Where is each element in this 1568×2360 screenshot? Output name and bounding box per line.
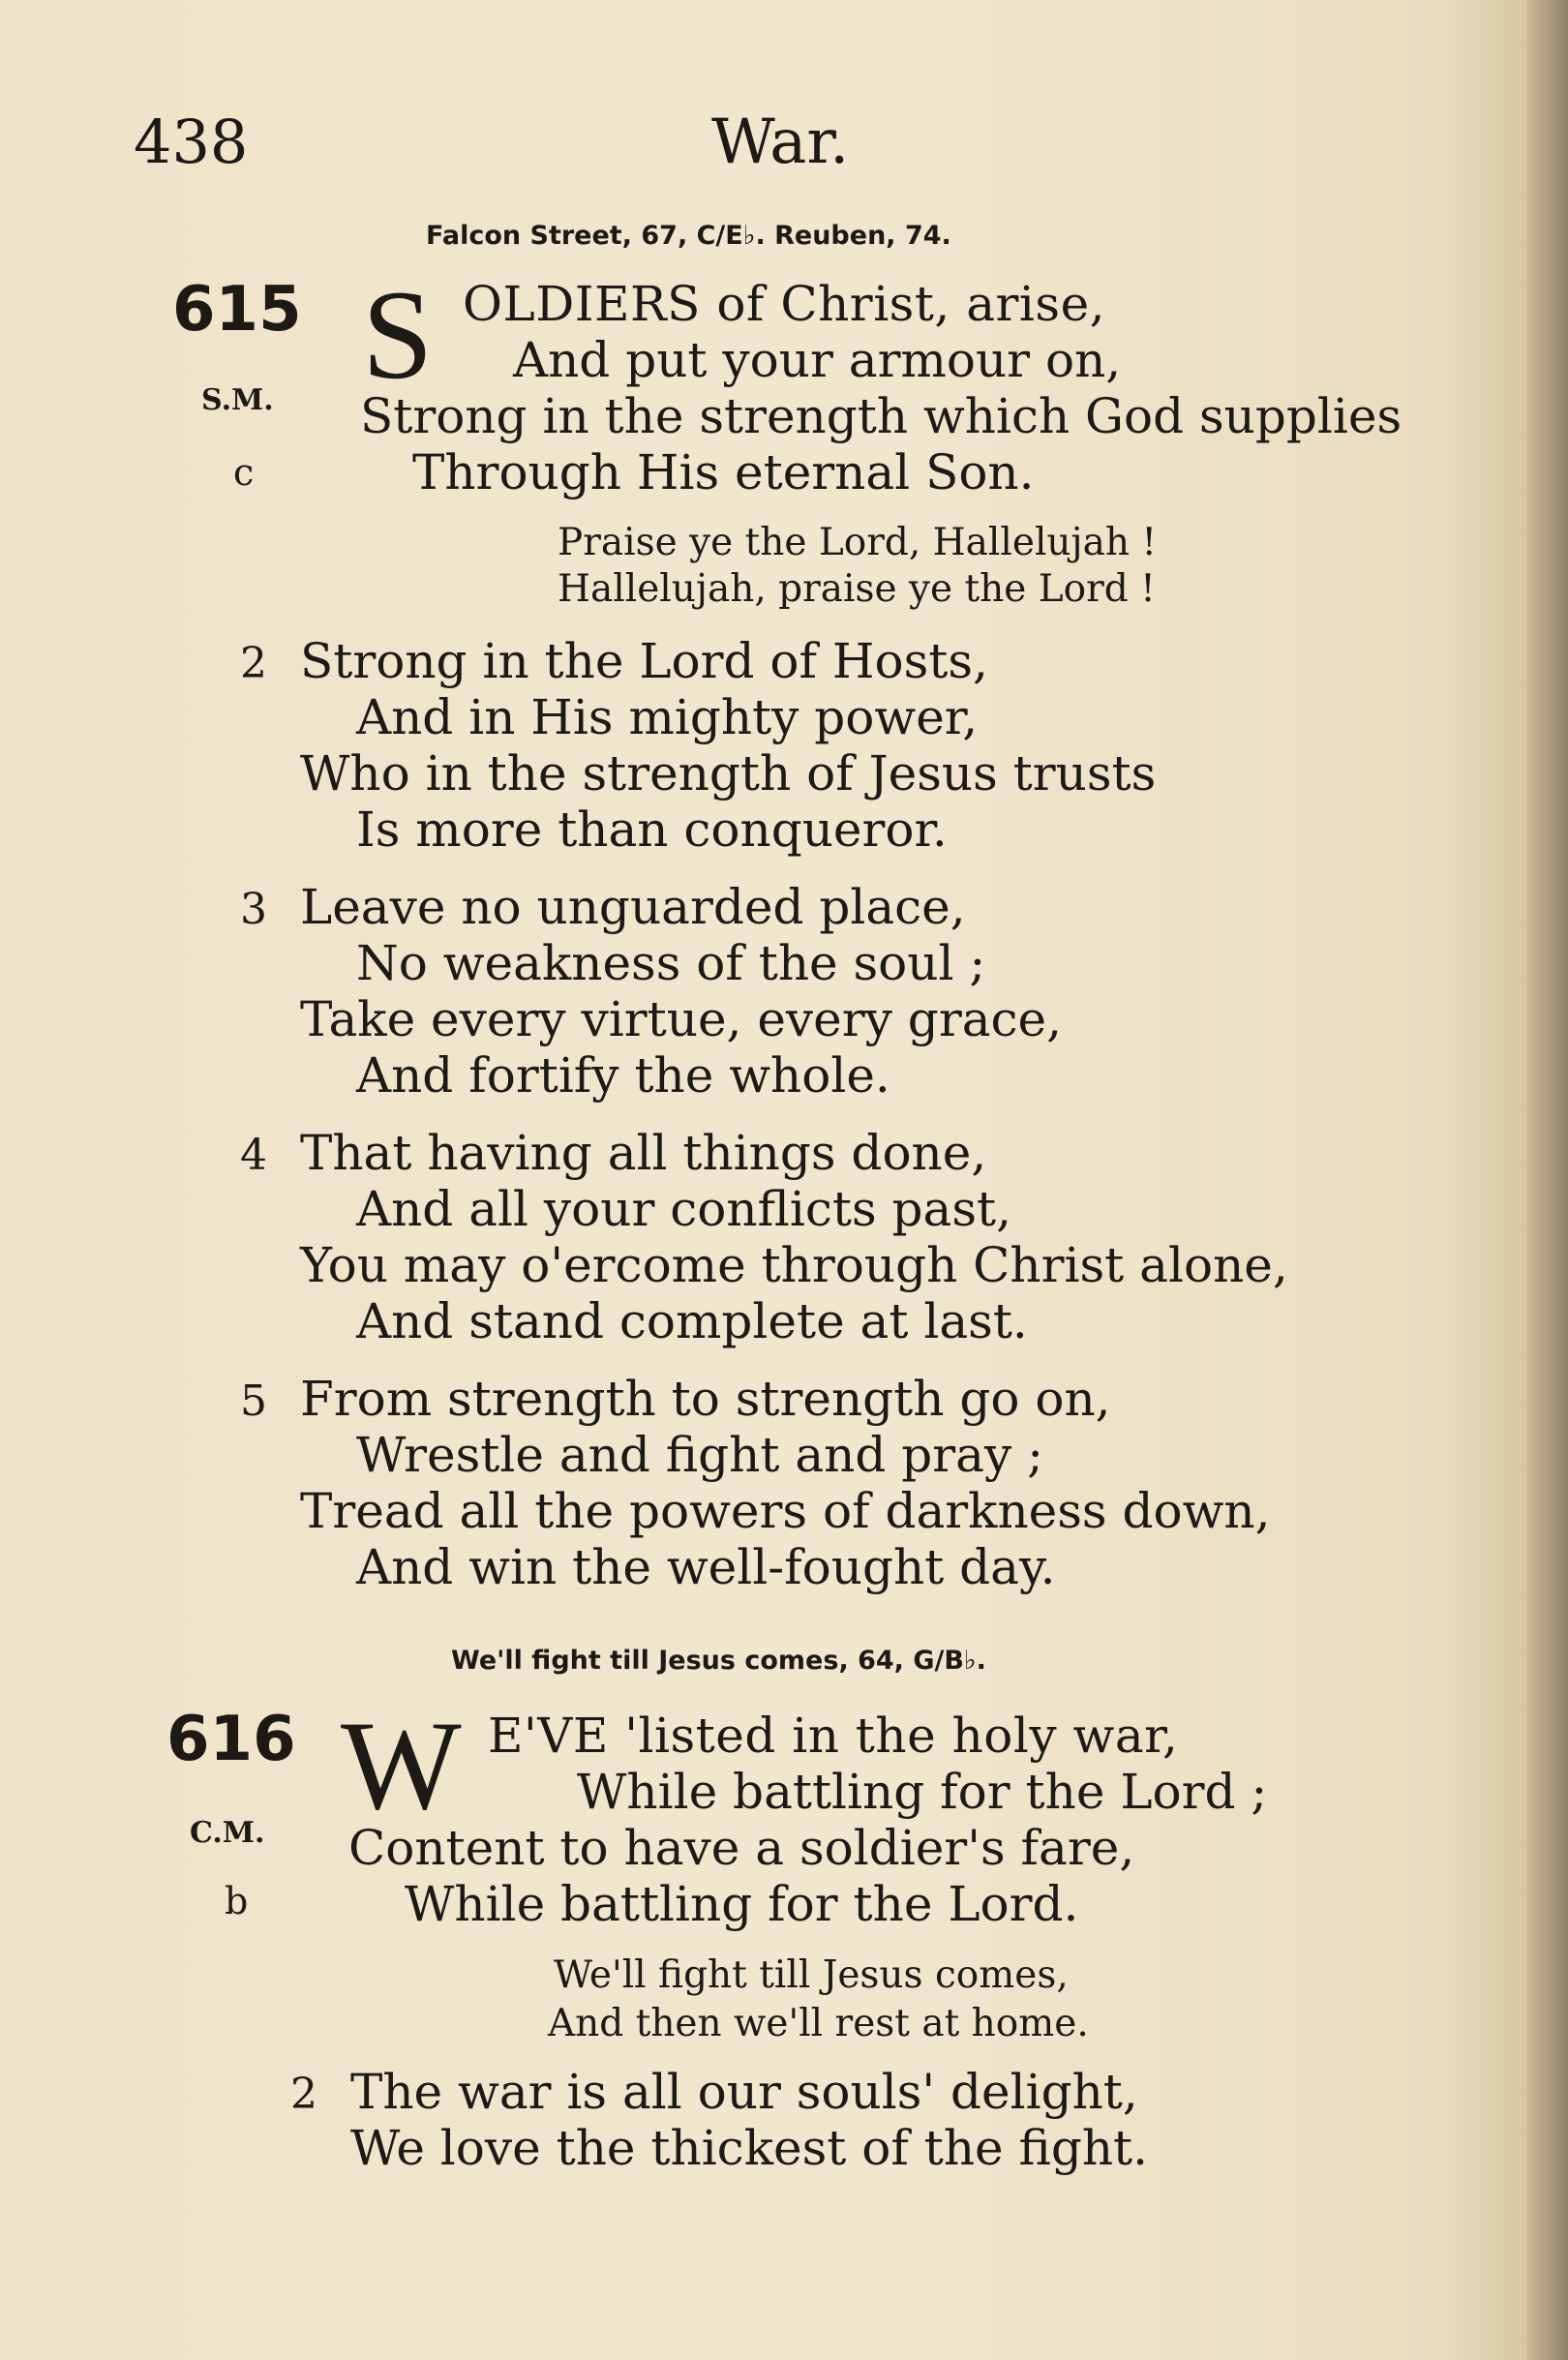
first-line-615: OLDIERS of Christ, arise,	[463, 276, 1106, 332]
verse-line: You may o'ercome through Christ alone,	[300, 1237, 1288, 1293]
verse-line: And put your armour on,	[513, 332, 1122, 388]
verse-line: No weakness of the soul ;	[356, 935, 986, 991]
key-615: c	[233, 451, 255, 494]
verse-line: We love the thickest of the fight.	[350, 2120, 1149, 2176]
verse-line: And in His mighty power,	[356, 689, 979, 745]
section-title: War.	[711, 106, 850, 178]
verse-line: Content to have a soldier's fare,	[348, 1820, 1135, 1876]
chorus-line: We'll fight till Jesus comes,	[554, 1953, 1069, 1997]
verse-number: 3	[240, 885, 267, 934]
verse-line: And fortify the whole.	[356, 1047, 890, 1104]
verse-line: While battling for the Lord.	[405, 1876, 1079, 1932]
chorus-line: Praise ye the Lord, Hallelujah !	[558, 521, 1158, 564]
key-616: b	[225, 1880, 249, 1922]
drop-cap-615: S	[362, 263, 434, 406]
book-spine-shadow	[1527, 0, 1568, 2360]
tune-names-615: Falcon Street, 67, C/E♭. Reuben, 74.	[426, 221, 951, 251]
verse-line: That having all things done,	[300, 1125, 987, 1181]
verse-line: Through His eternal Son.	[412, 444, 1035, 500]
verse-number: 2	[290, 2070, 317, 2119]
chorus-line: Hallelujah, praise ye the Lord !	[558, 567, 1156, 611]
verse-line: While battling for the Lord ;	[577, 1764, 1268, 1820]
hymn-number-616: 616	[166, 1704, 296, 1775]
verse-line: Who in the strength of Jesus trusts	[300, 745, 1157, 802]
verse-line: Leave no unguarded place,	[300, 879, 966, 935]
verse-line: Strong in the strength which God supplies	[360, 388, 1402, 444]
verse-line: Take every virtue, every grace,	[300, 991, 1063, 1047]
verse-line: Tread all the powers of darkness down,	[300, 1483, 1271, 1539]
meter-615: S.M.	[201, 383, 274, 417]
verse-number: 2	[240, 639, 267, 688]
verse-number: 5	[240, 1377, 267, 1426]
first-line-616: E'VE 'listed in the holy war,	[488, 1708, 1179, 1764]
verse-number: 4	[240, 1131, 267, 1180]
hymn-number-615: 615	[172, 274, 302, 346]
page-number: 438	[134, 106, 249, 177]
verse-line: The war is all our souls' delight,	[350, 2064, 1138, 2120]
verse-line: From strength to strength go on,	[300, 1371, 1111, 1427]
verse-line: And win the well-fought day.	[356, 1539, 1056, 1595]
drop-cap-616: W	[341, 1694, 462, 1836]
tune-names-616: We'll fight till Jesus comes, 64, G/B♭.	[451, 1646, 986, 1676]
verse-line: Wrestle and fight and pray ;	[356, 1427, 1043, 1483]
verse-line: And all your conflicts past,	[356, 1181, 1012, 1237]
verse-line: Is more than conqueror.	[356, 802, 948, 858]
chorus-line: And then we'll rest at home.	[548, 2002, 1089, 2045]
verse-line: And stand complete at last.	[356, 1293, 1028, 1349]
verse-line: Strong in the Lord of Hosts,	[300, 633, 988, 689]
meter-616: C.M.	[190, 1816, 265, 1850]
